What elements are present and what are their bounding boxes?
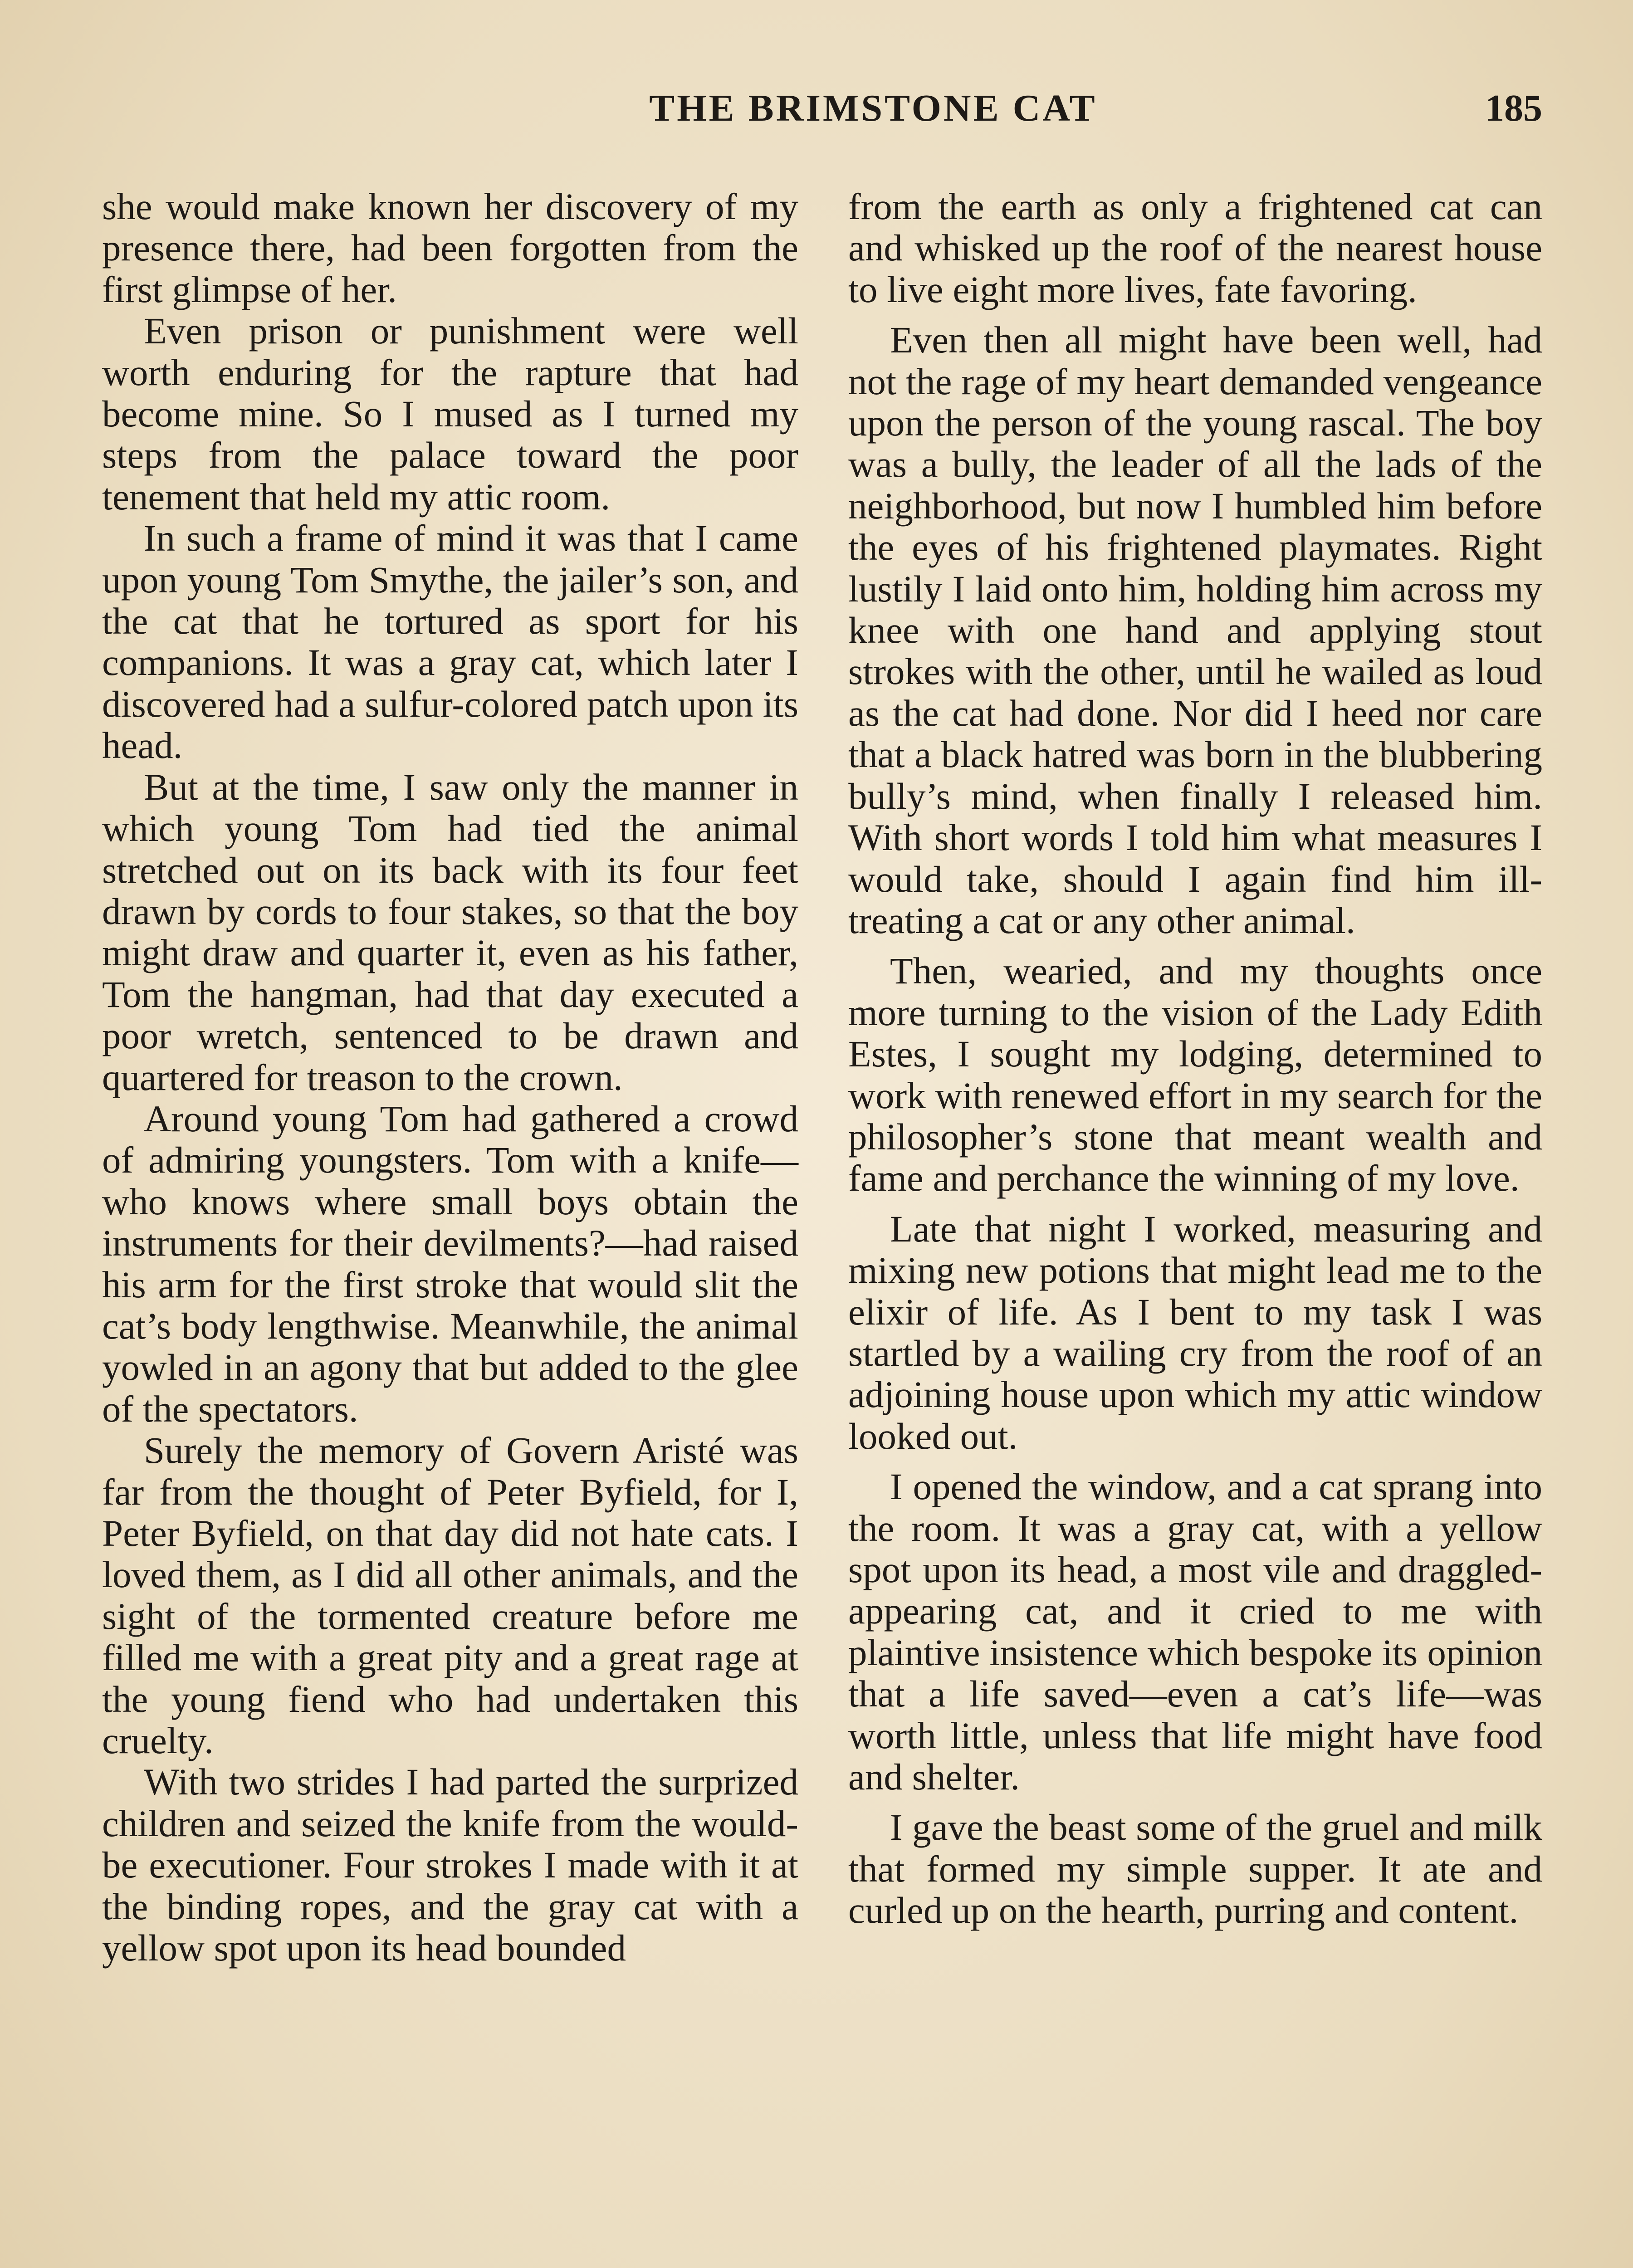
paragraph: I gave the beast some of the gruel and milk that formed my simple supper. It ate and curled up on the hearth, purring and content. bbox=[848, 1806, 1542, 1931]
right-text-column bbox=[848, 186, 1542, 1931]
page-number: 185 bbox=[1485, 87, 1542, 129]
paragraph: Around young Tom had gathered a crowd of admiring youngsters. Tom with a knife—who knows where small boys obtain the instruments for their devilments?—had raised his arm for the first stroke that would slit the cat’s body lengthwise. Meanwhile, the animal yowled in an agony that but added to the glee of the spectators. bbox=[102, 1097, 798, 1430]
paragraph: Even then all might have been well, had not the rage of my heart demanded vengeance upon the person of the young rascal. The boy was a bully, the leader of all the lads of the neighborhood, but now I humbled him before the eyes of his frightened playmates. Right lustily I laid onto him, holding him across my knee with one hand and applying stout strokes with the other, until he wailed as loud as the cat had done. Nor did I heed nor care that a black hatred was born in the blubbering bully’s mind, when finally I released him. With short words I told him what measures I would take, should I again find him ill-treating a cat or any other animal. bbox=[848, 319, 1542, 941]
page-header bbox=[100, 86, 1542, 136]
left-text-column bbox=[102, 186, 798, 1969]
paragraph: Late that night I worked, measuring and mixing new potions that might lead me to the elixir of life. As I bent to my task I was startled by a wailing cry from the roof of an adjoining house upon which my attic window looked out. bbox=[848, 1207, 1542, 1457]
paragraph: Then, wearied, and my thoughts once more turning to the vision of the Lady Edith Estes, I sought my lodging, determined to work with renewed effort in my search for the philosopher’s stone that meant wealth and fame and perchance the winning of my love. bbox=[848, 950, 1542, 1199]
paragraph: Surely the memory of Govern Aristé was far from the thought of Peter Byfield, for I, Peter Byfield, on that day did not hate cats. I loved them, as I did all other animals, and the sight of the tormented creature before me filled me with a great pity and a great rage at the young fiend who had undertaken this cruelty. bbox=[102, 1429, 798, 1762]
running-title: THE BRIMSTONE CAT bbox=[649, 87, 1097, 129]
paragraph: In such a frame of mind it was that I came upon young Tom Smythe, the jailer’s son, and the cat that he tortured as sport for his companions. It was a gray cat, which later I discovered had a sulfur-colored patch upon its head. bbox=[102, 517, 798, 767]
paragraph: But at the time, I saw only the manner in which young Tom had tied the animal stretched out on its back with its four feet drawn by cords to four stakes, so that the boy might draw and quarter it, even as his father, Tom the hangman, had that day executed a poor wretch, sentenced to be drawn and quartered for treason to the crown. bbox=[102, 766, 798, 1098]
paragraph: I opened the window, and a cat sprang into the room. It was a gray cat, with a yellow spot upon its head, a most vile and draggled-appearing cat, and it cried to me with plaintive insistence which bespoke its opinion that a life saved—even a cat’s life—was worth little, unless that life might have food and shelter. bbox=[848, 1466, 1542, 1798]
paragraph: from the earth as only a frightened cat can and whisked up the roof of the nearest house to live eight more lives, fate favoring. bbox=[848, 186, 1542, 310]
paragraph: she would make known her discovery of my presence there, had been forgotten from the first glimpse of her. bbox=[102, 186, 798, 310]
paragraph: Even prison or punishment were well worth enduring for the rapture that had become mine. So I mused as I turned my steps from the palace toward the poor tenement that held my attic room. bbox=[102, 310, 798, 518]
paragraph: With two strides I had parted the surprized children and seized the knife from the would-be executioner. Four strokes I made with it at the binding ropes, and the gray cat with a yellow spot upon its head bounded bbox=[102, 1761, 798, 1969]
